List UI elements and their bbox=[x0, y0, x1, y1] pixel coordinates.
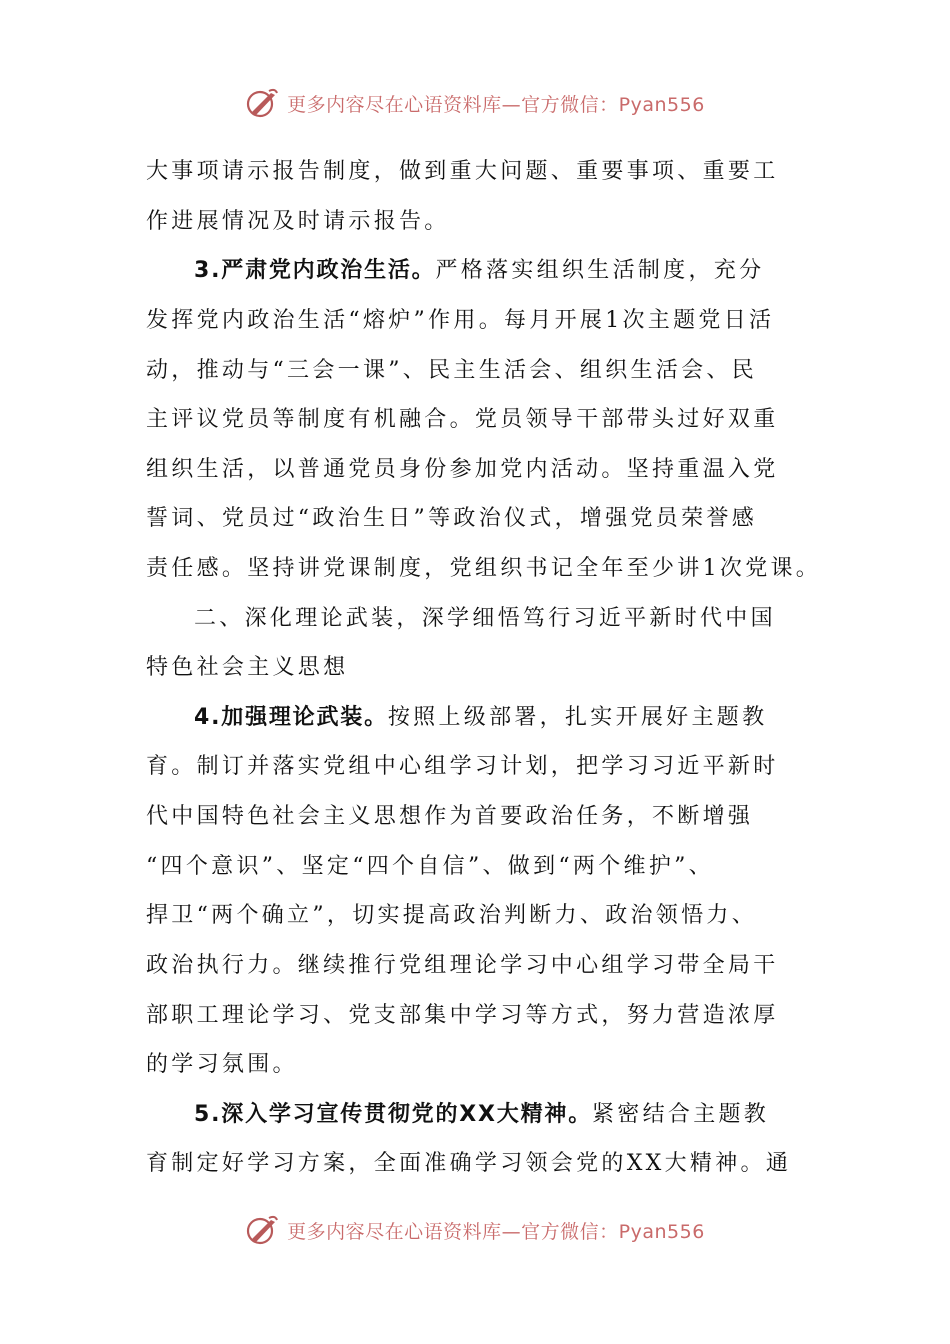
text-line bbox=[194, 1099, 769, 1131]
text-line: 的学习氛围。 bbox=[146, 1052, 298, 1077]
item-heading: 3.严肃党内政治生活。 bbox=[194, 258, 436, 283]
text-line: 动，推动与“三会一课”、民主生活会、组织生活会、民 bbox=[146, 358, 757, 383]
item-text: 严格落实组织生活制度，充分 bbox=[435, 258, 765, 283]
pen-logo-icon bbox=[245, 86, 279, 120]
text-line: 誓词、党员过“政治生日”等政治仪式，增强党员荣誉感 bbox=[146, 506, 757, 531]
text-line: 主评议党员等制度有机融合。党员领导干部带头过好双重 bbox=[146, 407, 779, 432]
text-line: 发挥党内政治生活“熔炉”作用。每月开展1次主题党日活 bbox=[146, 308, 775, 333]
item-text: 按照上级部署，扎实开展好主题教 bbox=[387, 705, 768, 730]
header-banner bbox=[0, 83, 950, 123]
item-heading: 5.深入学习宣传贯彻党的XX大精神。 bbox=[194, 1102, 592, 1127]
text-line bbox=[194, 255, 764, 287]
item-heading: 4.加强理论武装。 bbox=[194, 705, 388, 730]
text-line: 大事项请示报告制度，做到重大问题、重要事项、重要工 bbox=[146, 159, 779, 184]
text-line: 组织生活，以普通党员身份参加党内活动。坚持重温入党 bbox=[146, 457, 779, 482]
banner-text: 更多内容尽在心语资料库—官方微信：Pyan556 bbox=[287, 1220, 705, 1243]
banner-text: 更多内容尽在心语资料库—官方微信：Pyan556 bbox=[287, 93, 705, 116]
pen-logo-icon bbox=[245, 1213, 279, 1247]
text-line: 作进展情况及时请示报告。 bbox=[146, 209, 450, 234]
text-line: 育制定好学习方案，全面准确学习领会党的XX大精神。通 bbox=[146, 1151, 792, 1176]
item-text: 紧密结合主题教 bbox=[592, 1102, 770, 1127]
text-line: 育。制订并落实党组中心组学习计划，把学习习近平新时 bbox=[146, 754, 779, 779]
text-line bbox=[194, 702, 767, 734]
text-line: 特色社会主义思想 bbox=[146, 655, 349, 680]
footer-banner bbox=[0, 1210, 950, 1250]
text-line: “四个意识”、坚定“四个自信”、做到“两个维护”、 bbox=[146, 854, 714, 879]
text-line: 责任感。坚持讲党课制度，党组织书记全年至少讲1次党课。 bbox=[146, 556, 822, 581]
section-heading: 二、深化理论武装，深学细悟笃行习近平新时代中国 bbox=[194, 606, 776, 631]
text-line: 政治执行力。继续推行党组理论学习中心组学习带全局干 bbox=[146, 953, 779, 978]
text-line: 代中国特色社会主义思想作为首要政治任务，不断增强 bbox=[146, 804, 754, 829]
text-line: 捍卫“两个确立”，切实提高政治判断力、政治领悟力、 bbox=[146, 903, 757, 928]
text-line: 部职工理论学习、党支部集中学习等方式，努力营造浓厚 bbox=[146, 1003, 779, 1028]
